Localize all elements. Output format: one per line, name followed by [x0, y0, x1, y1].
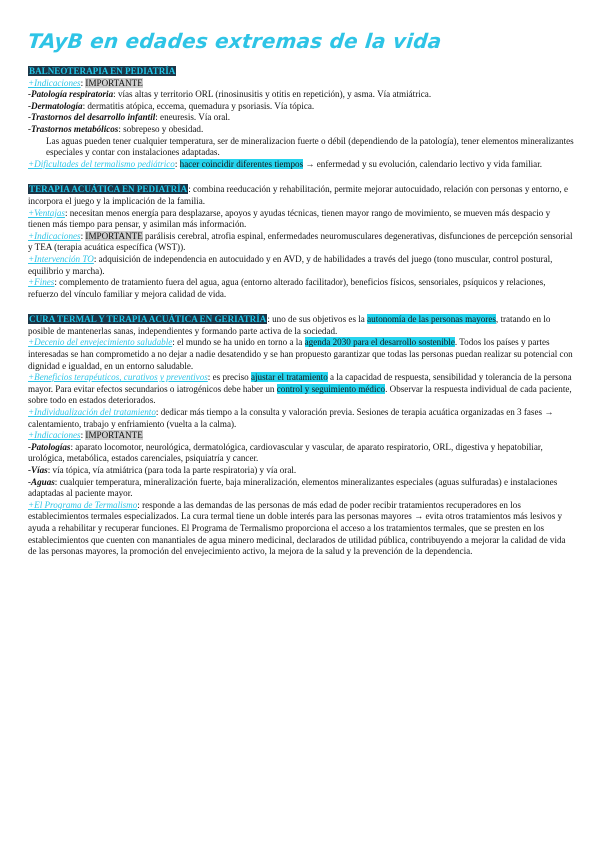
section-header: TERAPIA ACUÁTICA EN PEDIATRÍA	[29, 184, 188, 195]
document-page	[28, 28, 574, 558]
section-header: CURA TERMAL Y TERAPIA ACUÁTICA EN GERIATRÍA	[29, 314, 267, 325]
label-intervencion-to: +Intervención TO	[28, 253, 94, 264]
badge-importante: IMPORTANTE	[85, 430, 143, 441]
label-ventajas: +Ventajas	[28, 207, 65, 218]
label-decenio: +Decenio del envejecimiento saludable	[28, 337, 173, 348]
label-dermatologia: -Dermatología	[28, 100, 83, 111]
label-indicaciones: +Indicaciones	[28, 77, 81, 88]
label-beneficios: +Beneficios terapéuticos, curativos y preventivos	[28, 372, 208, 383]
label-patologia-respiratoria: -Patología respiratoria	[28, 89, 114, 100]
label-indicaciones: +Indicaciones	[28, 430, 81, 441]
label-trastornos-metabolicos: -Trastornos metabólicos	[28, 123, 119, 134]
highlight-agenda-2030: agenda 2030 para el desarrollo sostenible	[304, 337, 455, 348]
label-indicaciones: +Indicaciones	[28, 230, 81, 241]
section-geriatria: CURA TERMAL Y TERAPIA ACUÁTICA EN GERIATRÍA: uno de sus objetivos es la autonomía de las personas mayores, tratando en lo posible de mantenerlas sanas, independientes y formando parte activa de la sociedad. +Decenio del envejecimiento saludable: el mundo se ha unido en torno a la agenda 2030 para el desarrollo sostenible. Todos los países y partes interesadas se han comprometido a no dejar a nadie desatendido y se han propuesto garantizar que todas las personas puedan realizar su potencial con dignidad e igualdad, en un entorno saludable. +Beneficios terapéuticos, curativos y preventivos: es preciso ajustar el tratamiento a la capacidad de respuesta, sensibilidad y tolerancia de la persona mayor. Para evitar efectos secundarios o iatrogénicos debe haber un control y seguimiento médico. Observar la respuesta individual de cada paciente, sobre todo en estados deteriorados. +Individualización del tratamiento: dedicar más tiempo a la consulta y valoración previa. Sesiones de terapia acuática organizadas en 3 fases → calentamiento, trabajo y enfriamiento (vuelta a la calma). +Indicaciones: IMPORTANTE -Patologías: aparato locomotor, neurológica, dermatológica, cardiovascular y vascular, de aparato respiratorio, ORL, digestiva y hepatobiliar, urológica, metabólica, estados carenciales, psiquiatría y cancer. -Vías: vía tópica, vía atmiátrica (para toda la parte respiratoria) y vía oral. -Aguas: cualquier temperatura, mineralización fuerte, baja mineralización, elementos mineralizantes especiales (aguas sulfuradas) e instalaciones adaptadas al paciente mayor. +El Programa de Termalismo: responde a las demandas de las personas de más edad de poder recibir tratamientos recuperadores en los establecimientos termales especializados. La cura termal tiene un doble interés para las personas mayores → evita otros tratamientos más lesivos y ayuda a rehabilitar y recuperar funciones. El Programa de Termalismo proporciona el acceso a los tratamientos termales, que se presten en los establecimientos que cuenten con manantiales de agua minero medicinal, declarados de utilidad pública, contribuyendo a mejorar la calidad de vida de las personas mayores, la promoción del envejecimiento activo, la mejora de la salud y la prevención de la dependencia.	[28, 314, 573, 557]
section-header: BALNEOTERAPIA EN PEDIATRÍA	[29, 66, 176, 76]
label-vias: -Vías	[28, 465, 48, 475]
label-trastornos-desarrollo: -Trastornos del desarrollo infantil	[28, 112, 156, 123]
highlight-autonomia: autonomía de las personas mayores	[367, 314, 496, 325]
label-programa-termalismo: +El Programa de Termalismo	[28, 499, 138, 510]
label-dificultades: +Dificultades del termalismo pediátrico	[28, 158, 175, 169]
section-terapia-acuatica-pediatria: TERAPIA ACUÁTICA EN PEDIATRÍA: combina reeducación y rehabilitación, permite mejorar autocuidado, relación con personas y entorno, e incorpora el juego y la implicación de la familia. +Ventajas: necesitan menos energía para desplazarse, apoyos y ayudas técnicas, tienen mayor rango de movimiento, se mueven más despacio y tienen más tiempo para pensar, y asimilan más información. +Indicaciones: IMPORTANTE parálisis cerebral, atrofia espinal, enfermedades neuromusculares degenerativas, disfunciones de percepción sensorial y TEA (terapia acuática específica (WST)). +Intervención TO: adquisición de independencia en autocuidado y en AVD, y de habilidades a través del juego (tono muscular, control postural, equilibrio y marcha). +Fines: complemento de tratamiento fuera del agua, agua (entorno alterado facilitador), beneficios físicos, sensoriales, psíquicos y relaciones, refuerzo del vínculo familiar y mejora calidad de vida.	[28, 184, 573, 299]
badge-importante: IMPORTANTE	[85, 77, 143, 88]
highlight-control: control y seguimiento médico	[276, 383, 386, 394]
page-title: TAyB en edades extremas de la vida	[26, 29, 443, 53]
label-fines: +Fines	[28, 277, 55, 288]
label-aguas: -Aguas	[28, 476, 55, 487]
paragraph-aguas: Las aguas pueden tener cualquier temperatura, ser de mineralizacion fuerte o débil (dependiendo de la patología), tener elementos mineralizantes especiales y contar con instalaciones adaptadas.	[46, 135, 574, 158]
section-balneoterapia-pediatria: BALNEOTERAPIA EN PEDIATRÍA +Indicaciones: IMPORTANTE -Patología respiratoria: vías altas y territorio ORL (rinosinusitis y otitis en repetición), y asma. Vía atmiátrica. -Dermatología: dermatitis atópica, eccema, quemadura y psoriasis. Vía tópica. -Trastornos del desarrollo infantil: eneuresis. Vía oral. -Trastornos metabólicos: sobrepeso y obesidad. Las aguas pueden tener cualquier temperatura, ser de mineralizacion fuerte o débil (dependiendo de la patología), tener elementos mineralizantes especiales y contar con instalaciones adaptadas. +Dificultades del termalismo pediátrico: hacer coincidir diferentes tiempos → enfermedad y su evolución, calendario lectivo y vida familiar.	[28, 66, 574, 169]
highlight-tiempos: hacer coincidir diferentes tiempos	[179, 158, 304, 169]
label-patologias: -Patologías	[28, 441, 71, 452]
label-individualizacion: +Individualización del tratamiento	[28, 407, 156, 418]
badge-importante: IMPORTANTE	[85, 230, 143, 241]
highlight-ajustar: ajustar el tratamiento	[250, 372, 328, 383]
